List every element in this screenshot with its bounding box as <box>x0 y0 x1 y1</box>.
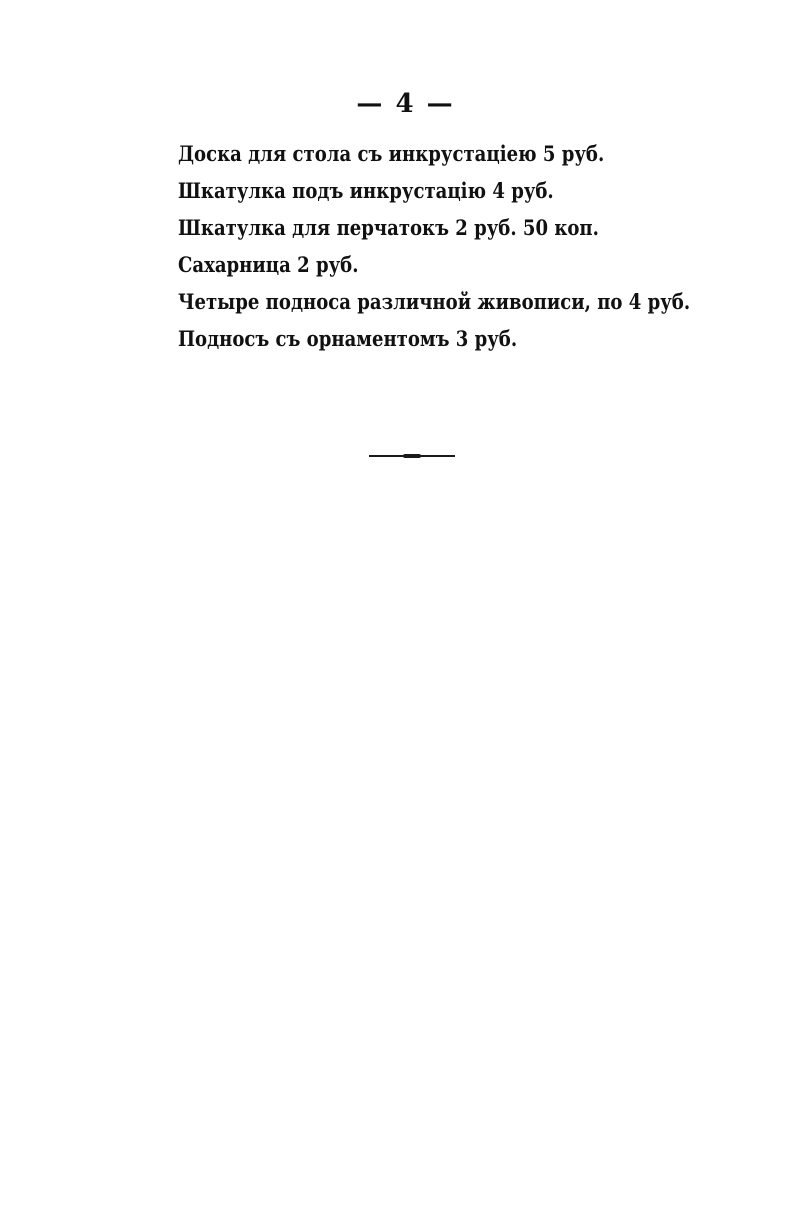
list-item: Сахарница 2 руб. <box>178 252 359 277</box>
item-list <box>178 135 698 357</box>
page-number: — 4 — <box>356 89 455 119</box>
list-item: Подносъ съ орнаментомъ 3 руб. <box>178 326 518 351</box>
list-item: Шкатулка подъ инкрустацію 4 руб. <box>178 178 554 203</box>
list-item: Четыре подноса различной живописи, по 4 руб. <box>178 289 691 314</box>
list-item: Шкатулка для перчатокъ 2 руб. 50 коп. <box>178 215 599 240</box>
ornamental-divider <box>369 455 455 457</box>
list-item: Доска для стола съ инкрустаціею 5 руб. <box>178 141 605 166</box>
